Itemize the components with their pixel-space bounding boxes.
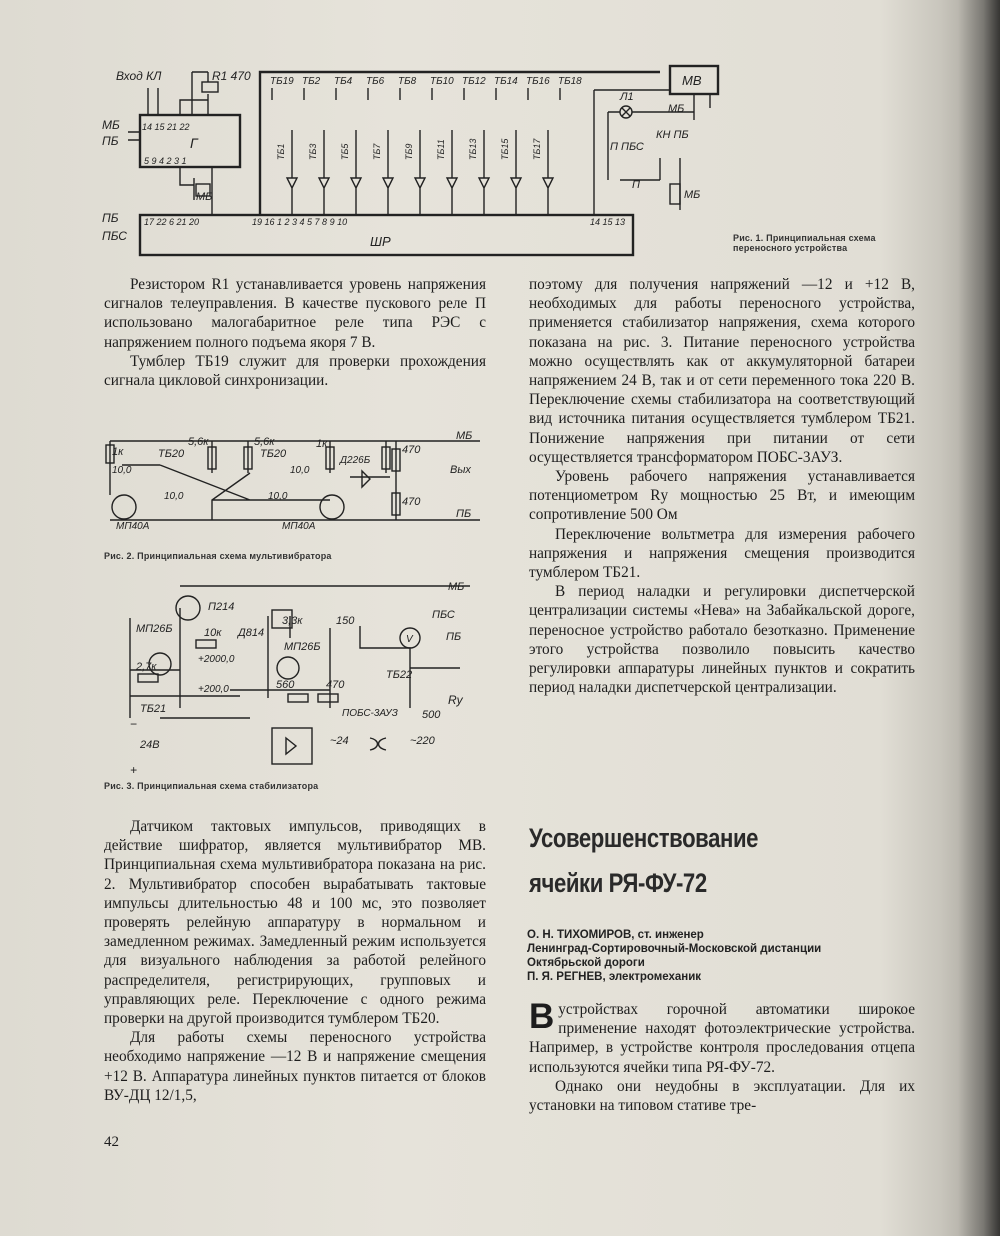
- author-line-2: Ленинград-Сортировочный-Московской дистанции: [527, 943, 822, 955]
- figure-1-schematic: [100, 60, 930, 260]
- fig1-l1-label: Л1: [620, 91, 634, 103]
- fig1-vswitch-4: ТБ7: [372, 143, 382, 160]
- fig2-label-11: ТБ20: [260, 448, 287, 460]
- fig1-vswitch-2: ТБ3: [308, 143, 318, 160]
- figure-2-schematic: [100, 425, 495, 545]
- figure-3-schematic: [100, 578, 495, 778]
- fig2-label-3: 1к: [316, 438, 328, 450]
- article-paragraph-1-text: устройствах горочной автоматики широкое применение находят фотоэлектрические устройства. Например, в устройстве контроля проследования отцепа используются ячейки типа РЯ-ФУ-72.: [529, 1001, 915, 1076]
- fig1-p-label: П: [632, 179, 640, 191]
- fig1-diode-2: [319, 130, 329, 215]
- paragraph-stabilizer: поэтому для получения напряжений —12 и +12 В, необходимых для работы переносного устройства, применяется стабилизатор напряжения, схема которого показана на рис. 3. Питание переносного устройства можно осуществлять как от аккумуляторной батареи напряжением 24 В, так и от сети переменного тока 220 В. Переключение схемы стабилизатора на соответствующий вид источника питания осуществляется тумблером ТБ21. Понижение напряжения при питании от сети осуществляется трансформатором ПОБС-3АУЗ.: [529, 276, 915, 466]
- fig2-label-4: Д226Б: [340, 455, 371, 466]
- fig1-diode-5: [415, 130, 425, 215]
- fig2-label-15: 10,0: [268, 491, 288, 502]
- fig1-diode-8: [511, 130, 521, 215]
- fig2-label-2: 5,6к: [254, 436, 275, 448]
- fig3-label-9: ПБ: [446, 631, 462, 643]
- fig1-vswitch-8: ТБ15: [500, 138, 510, 160]
- fig1-pbs-label: ПБС: [102, 229, 127, 243]
- fig2-label-8: Вых: [450, 464, 471, 476]
- paragraph-tb19: Тумблер ТБ19 служит для проверки прохождения сигнала цикловой синхронизации.: [104, 352, 486, 390]
- fig3-label-4: МП26Б: [284, 641, 321, 653]
- fig2-label-12: 10,0: [112, 465, 132, 476]
- fig3-label-19: ТБ21: [140, 703, 167, 715]
- paragraph-power-requirements: Для работы схемы переносного устройства необходимо напряжение —12 В и напряжение смещения +12 В. Аппаратура линейных пунктов питается от блоков ВУ-ДЦ 12/1,5,: [104, 1029, 486, 1104]
- fig1-shr-label: ШР: [370, 234, 391, 249]
- fig1-g-label: Г: [190, 135, 198, 151]
- fig3-label-8: ПБС: [432, 609, 455, 621]
- article-paragraph-2: Однако они неудобны в эксплуатации. Для их установки на типовом стативе тре-: [529, 1077, 915, 1115]
- fig1-switch-8: ТБ14: [494, 76, 518, 87]
- fig2-label-6: 470: [402, 496, 421, 508]
- fig1-mb-label-3: МБ: [668, 103, 685, 115]
- fig1-g-top-pins: 14 15 21 22: [142, 122, 190, 132]
- fig2-label-17: МП40А: [282, 521, 316, 532]
- fig1-r1-label: R1 470: [212, 69, 251, 83]
- fig3-label-12: 2,7к: [136, 661, 157, 673]
- fig1-mb-relay-label: МБ: [196, 191, 213, 203]
- fig1-switch-10: ТБ18: [558, 76, 582, 87]
- fig3-label-2: 10к: [204, 627, 222, 639]
- article-title-line-2: ячейки РЯ-ФУ-72: [529, 868, 707, 898]
- figure-2-caption: Рис. 2. Принципиальная схема мультивибратора: [104, 551, 332, 561]
- page-edge-shadow: [958, 0, 1000, 1236]
- fig3-label-16: 470: [326, 679, 345, 691]
- author-line-3: Октябрьской дороги: [527, 957, 645, 969]
- fig3-label-14: +200,0: [198, 684, 229, 695]
- fig3-label-6: 150: [336, 615, 355, 627]
- fig1-switch-9: ТБ16: [526, 76, 550, 87]
- fig1-shr-left-pins: 17 22 6 21 20: [144, 217, 200, 227]
- fig1-diode-4: [383, 130, 393, 215]
- fig1-switch-6: ТБ10: [430, 76, 454, 87]
- fig1-diode-9: [543, 130, 553, 215]
- figure-3-caption: Рис. 3. Принципиальная схема стабилизатора: [104, 781, 319, 791]
- fig3-label-0: П214: [208, 601, 235, 613]
- paragraph-resistor-r1: Резистором R1 устанавливается уровень напряжения сигналов телеуправления. В качестве пускового реле П использовано малогабаритное реле типа РЭС с напряжением полного подъема якоря 7 В.: [104, 276, 486, 351]
- fig1-switch-3: ТБ4: [334, 76, 353, 87]
- fig1-diode-1: [287, 130, 297, 215]
- fig3-label-10: V: [406, 634, 413, 645]
- paragraph-working-voltage: Уровень рабочего напряжения устанавливается потенциометром Rу мощностью 25 Вт, и имеющим сопротивление 500 Ом: [529, 468, 915, 524]
- fig2-label-7: МБ: [456, 430, 473, 442]
- paragraph-neva: В период наладки и регулировки диспетчерской централизации системы «Нева» на Забайкальской дороге, переносное устройство работало безотказно. Применение этого устройства позволило повысить качество регулировки аппаратуры линейных пунктов и сократить период наладки диспетчерской централизации.: [529, 583, 915, 697]
- paragraph-clock-pulse: Датчиком тактовых импульсов, приводящих в действие шифратор, является мультивибратор МВ. Принципиальная схема мультивибратора показана на рис. 2. Мультивибратор способен вырабатывать тактовые импульсы длительностью 48 и 100 мс, это позволяет проверять релейную аппаратуру в нормальном и замедленном режимах. Замедленный режим используется для визуального наблюдения за работой релейного распределителя, регистрирующих, групповых и управляющих реле. Переключение с одного режима проверки на другой производится тумблером ТБ20.: [104, 818, 486, 1028]
- fig1-pb-label-2: ПБ: [102, 211, 119, 225]
- fig1-diode-3: [351, 130, 361, 215]
- fig2-label-9: ПБ: [456, 508, 472, 520]
- fig1-switch-1: ТБ19: [270, 76, 294, 87]
- fig2-label-13: 10,0: [164, 491, 184, 502]
- right-column: [529, 275, 915, 697]
- fig2-label-16: МП40А: [116, 521, 150, 532]
- fig3-label-13: +2000,0: [198, 654, 235, 665]
- fig1-diode-6: [447, 130, 457, 215]
- fig1-switch-4: ТБ6: [366, 76, 385, 87]
- fig1-shr-mid-pins: 19 16 1 2 3 4 5 7 8 9 10: [252, 217, 348, 227]
- author-line-1: О. Н. ТИХОМИРОВ, ст. инженер: [527, 929, 704, 941]
- fig1-vswitch-5: ТБ9: [404, 143, 414, 160]
- fig2-label-14: 10,0: [290, 465, 310, 476]
- fig1-mb-label: МБ: [102, 118, 120, 132]
- fig3-label-23: 24В: [140, 739, 160, 751]
- figure-1-caption: Рис. 1. Принципиальная схема переносного устройства: [733, 233, 876, 253]
- fig1-switch-5: ТБ8: [398, 76, 417, 87]
- fig1-pb-label: ПБ: [102, 134, 119, 148]
- fig1-diode-7: [479, 130, 489, 215]
- fig2-label-10: ТБ20: [158, 448, 185, 460]
- fig3-label-15: 560: [276, 679, 295, 691]
- page-number: 42: [104, 1134, 119, 1150]
- fig1-vswitch-6: ТБ11: [436, 139, 446, 160]
- fig1-vswitch-9: ТБ17: [532, 138, 542, 160]
- article-title-line-1: Усовершенствование: [529, 823, 759, 853]
- article-authors: [527, 928, 821, 984]
- fig2-label-0: 1к: [112, 446, 124, 458]
- left-column-top: [104, 275, 486, 390]
- fig3-label-18: 500: [422, 709, 441, 721]
- fig1-vswitch-3: ТБ5: [340, 143, 350, 160]
- fig1-shr-right-pins: 14 15 13: [590, 217, 626, 227]
- fig1-vswitch-7: ТБ13: [468, 138, 478, 160]
- fig3-label-21: ~24: [330, 735, 349, 747]
- fig1-switch-2: ТБ2: [302, 76, 321, 87]
- fig1-switch-7: ТБ12: [462, 76, 486, 87]
- article-dropcap: В: [529, 997, 555, 1036]
- fig2-label-5: 470: [402, 444, 421, 456]
- fig1-p-pbs-label: П ПБС: [610, 141, 644, 153]
- fig3-label-1: МП26Б: [136, 623, 173, 635]
- fig3-label-20: ПОБС-3АУЗ: [342, 708, 398, 719]
- paragraph-voltmeter: Переключение вольтметра для измерения рабочего напряжения и напряжения смещения производится тумблером ТБ21.: [529, 525, 915, 582]
- fig1-g-bottom-pins: 5 9 4 2 3 1: [144, 156, 187, 166]
- fig3-label-22: ~220: [410, 735, 435, 747]
- fig3-label-24: +: [130, 763, 138, 777]
- fig3-label-7: МБ: [448, 581, 465, 593]
- article-body: [529, 997, 915, 1115]
- left-column-lower: [104, 817, 486, 1105]
- fig3-label-3: Д814: [238, 627, 265, 639]
- author-line-4: П. Я. РЕГНЕВ, электромеханик: [527, 971, 702, 983]
- fig3-label-11: ТБ22: [386, 669, 413, 681]
- fig3-label-5: 3,3к: [282, 615, 303, 627]
- fig1-input-label: Вход КЛ: [116, 69, 162, 83]
- fig3-label-25: −: [130, 717, 138, 731]
- fig2-label-1: 5,6к: [188, 436, 209, 448]
- fig3-label-17: Rу: [448, 693, 463, 707]
- fig1-vswitch-1: ТБ1: [276, 143, 286, 160]
- fig1-mb-label-4: МБ: [684, 189, 701, 201]
- article-paragraph-1: [529, 997, 915, 1077]
- fig1-mv-label: МВ: [682, 73, 702, 88]
- fig1-kn-pb-label: КН ПБ: [656, 129, 689, 141]
